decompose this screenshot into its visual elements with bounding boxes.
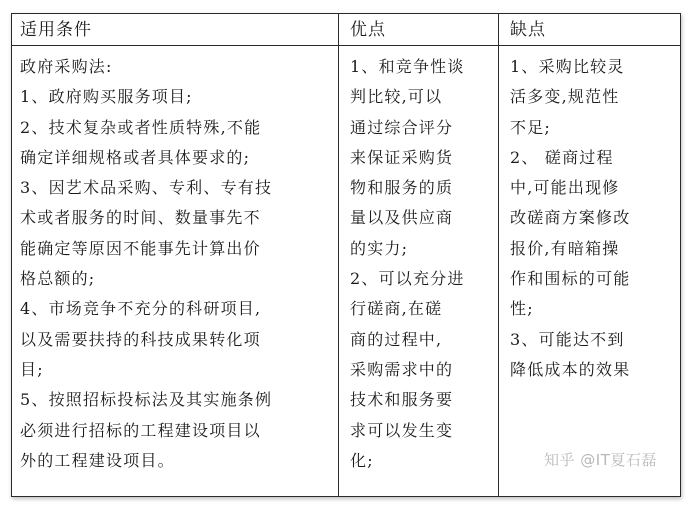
advantages-line: 来保证采购货	[350, 147, 454, 167]
disadvantages-line: 1、采购比较灵	[510, 57, 625, 76]
advantages-line: 判比较,可以	[350, 87, 443, 107]
conditions-line: 政府采购法:	[20, 57, 113, 76]
conditions-line: 确定详细规格或者具体要求的;	[20, 147, 251, 167]
disadvantages-line: 改磋商方案修改	[510, 208, 631, 228]
advantages-line: 物和服务的质	[350, 178, 454, 198]
conditions-line: 术或者服务的时间、数量事先不	[20, 208, 261, 228]
advantages-line: 1、和竞争性谈	[350, 57, 465, 76]
conditions-cell	[20, 52, 340, 476]
conditions-line: 以及需要扶持的科技成果转化项	[20, 329, 261, 349]
conditions-line: 3、因艺术品采购、专利、专有技	[20, 178, 273, 198]
disadvantages-line: 作和围标的可能	[510, 269, 631, 289]
disadvantages-line: 活多变,规范性	[510, 87, 620, 107]
advantages-line: 化;	[350, 450, 374, 470]
advantages-line: 2、可以充分进	[350, 269, 465, 289]
advantages-cell	[350, 52, 500, 476]
conditions-line: 目;	[20, 359, 44, 379]
advantages-line: 商的过程中,	[350, 329, 443, 349]
advantages-line: 的实力;	[350, 238, 409, 258]
header-disadvantages: 缺点	[510, 20, 546, 40]
comparison-table	[11, 13, 681, 497]
advantages-line: 技术和服务要	[350, 390, 454, 410]
advantages-line: 量以及供应商	[350, 208, 454, 228]
disadvantages-line: 性;	[510, 299, 534, 319]
advantages-line: 求可以发生变	[350, 420, 454, 440]
conditions-line: 1、政府购买服务项目;	[20, 87, 193, 107]
advantages-line: 通过综合评分	[350, 117, 454, 137]
conditions-line: 外的工程建设项目。	[20, 450, 175, 470]
header-conditions: 适用条件	[20, 20, 92, 40]
header-advantages: 优点	[350, 20, 386, 40]
disadvantages-line: 降低成本的效果	[510, 359, 631, 379]
advantages-line: 采购需求中的	[350, 359, 454, 379]
conditions-line: 4、市场竞争不充分的科研项目,	[20, 299, 262, 319]
conditions-line: 必须进行招标的工程建设项目以	[20, 420, 261, 440]
conditions-line: 2、技术复杂或者性质特殊,不能	[20, 117, 262, 137]
disadvantages-line: 不足;	[510, 117, 551, 137]
disadvantages-line: 中,可能出现修	[510, 178, 620, 198]
conditions-line: 能确定等原因不能事先计算出价	[20, 238, 261, 258]
disadvantages-line: 报价,有暗箱操	[510, 238, 620, 258]
disadvantages-line: 3、可能达不到	[510, 329, 625, 349]
advantages-line: 行磋商,在磋	[350, 299, 443, 319]
header-divider	[12, 45, 680, 46]
conditions-line: 5、按照招标投标法及其实施条例	[20, 390, 273, 410]
disadvantages-cell	[510, 52, 670, 385]
disadvantages-line: 2、 磋商过程	[510, 147, 614, 167]
watermark: 知乎 @IT夏石磊	[544, 451, 657, 469]
conditions-line: 格总额的;	[20, 269, 96, 289]
